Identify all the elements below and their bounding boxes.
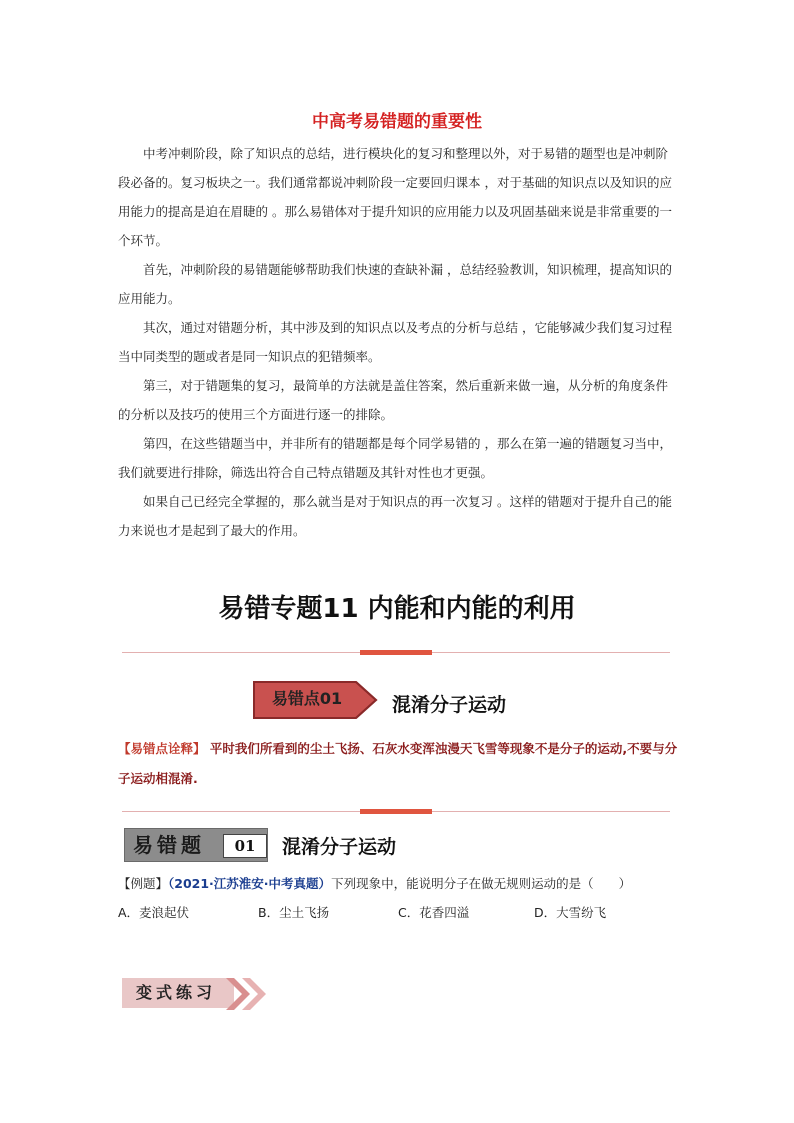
intro-paragraph: 第四，在这些错题当中，并非所有的错题都是每个同学易错的 ，那么在第一遍的错题复习当中，我们就要进行排除，筛选出符合自己特点错题及其针对性也才更强。 [118, 436, 672, 480]
example-text: 下列现象中，能说明分子在做无规则运动的是（ ） [331, 876, 632, 891]
intro-paragraph: 首先，冲刺阶段的易错题能够帮助我们快速的查缺补漏 ，总结经验教训，知识梳理，提高知识的应用能力。 [118, 262, 672, 306]
option-d: D．大雪纷飞 [534, 905, 607, 920]
main-title: 易错专题11 内能和内能的利用 [218, 594, 576, 624]
title-divider [122, 652, 670, 653]
error-point-tag [252, 680, 382, 720]
practice-banner [122, 976, 272, 1012]
badge-word: 易错题 [133, 833, 205, 857]
intro-paragraph: 中考冲刺阶段，除了知识点的总结，进行模块化的复习和整理以外，对于易错的题型也是冲刺阶段必备的。复习板块之一。我们通常都说冲刺阶段一定要回归课本 ，对于基础的知识点以及知识的应用能力的提高是迫在眉睫的 。那么易错体对于提升知识的应用能力以及巩固基础来说是非常重要的一个环节。 [118, 146, 672, 248]
option-c: C．花香四溢 [398, 905, 470, 920]
example-label: 【例题】 [118, 876, 169, 891]
example-question [118, 872, 688, 896]
divider-accent [360, 809, 432, 814]
intro-title: 中高考易错题的重要性 [312, 112, 482, 132]
option-b: B．尘土飞扬 [258, 905, 330, 920]
section-divider [122, 811, 670, 812]
explanation-text: 平时我们所看到的尘土飞扬、石灰水变浑浊漫天飞雪等现象不是分子的运动,不要与分子运动相混淆. [118, 741, 678, 786]
divider-accent [360, 650, 432, 655]
practice-label: 变式练习 [136, 983, 217, 1002]
intro-body [118, 139, 674, 545]
intro-paragraph: 如果自己已经完全掌握的，那么就当是对于知识点的再一次复习 。这样的错题对于提升自己的能力来说也才是起到了最大的作用。 [118, 494, 672, 538]
intro-paragraph: 第三，对于错题集的复习，最简单的方法就是盖住答案，然后重新来做一遍，从分析的角度条件的分析以及技巧的使用三个方面进行逐一的排除。 [118, 378, 669, 422]
answer-options [118, 903, 678, 927]
option-a: A．麦浪起伏 [118, 905, 190, 920]
example-source: （2021·江苏淮安·中考真题） [168, 876, 332, 891]
error-point-title: 混淆分子运动 [392, 694, 507, 716]
error-question-badge [124, 828, 268, 862]
error-point-explanation [118, 734, 680, 794]
explanation-label: 【易错点诠释】 [118, 741, 206, 756]
badge-number: 01 [223, 834, 267, 858]
error-question-title: 混淆分子运动 [282, 836, 397, 858]
error-point-tag-label: 易错点01 [271, 689, 343, 708]
intro-paragraph: 其次，通过对错题分析，其中涉及到的知识点以及考点的分析与总结 ，它能够减少我们复习过程当中同类型的题或者是同一知识点的犯错频率。 [118, 320, 672, 364]
